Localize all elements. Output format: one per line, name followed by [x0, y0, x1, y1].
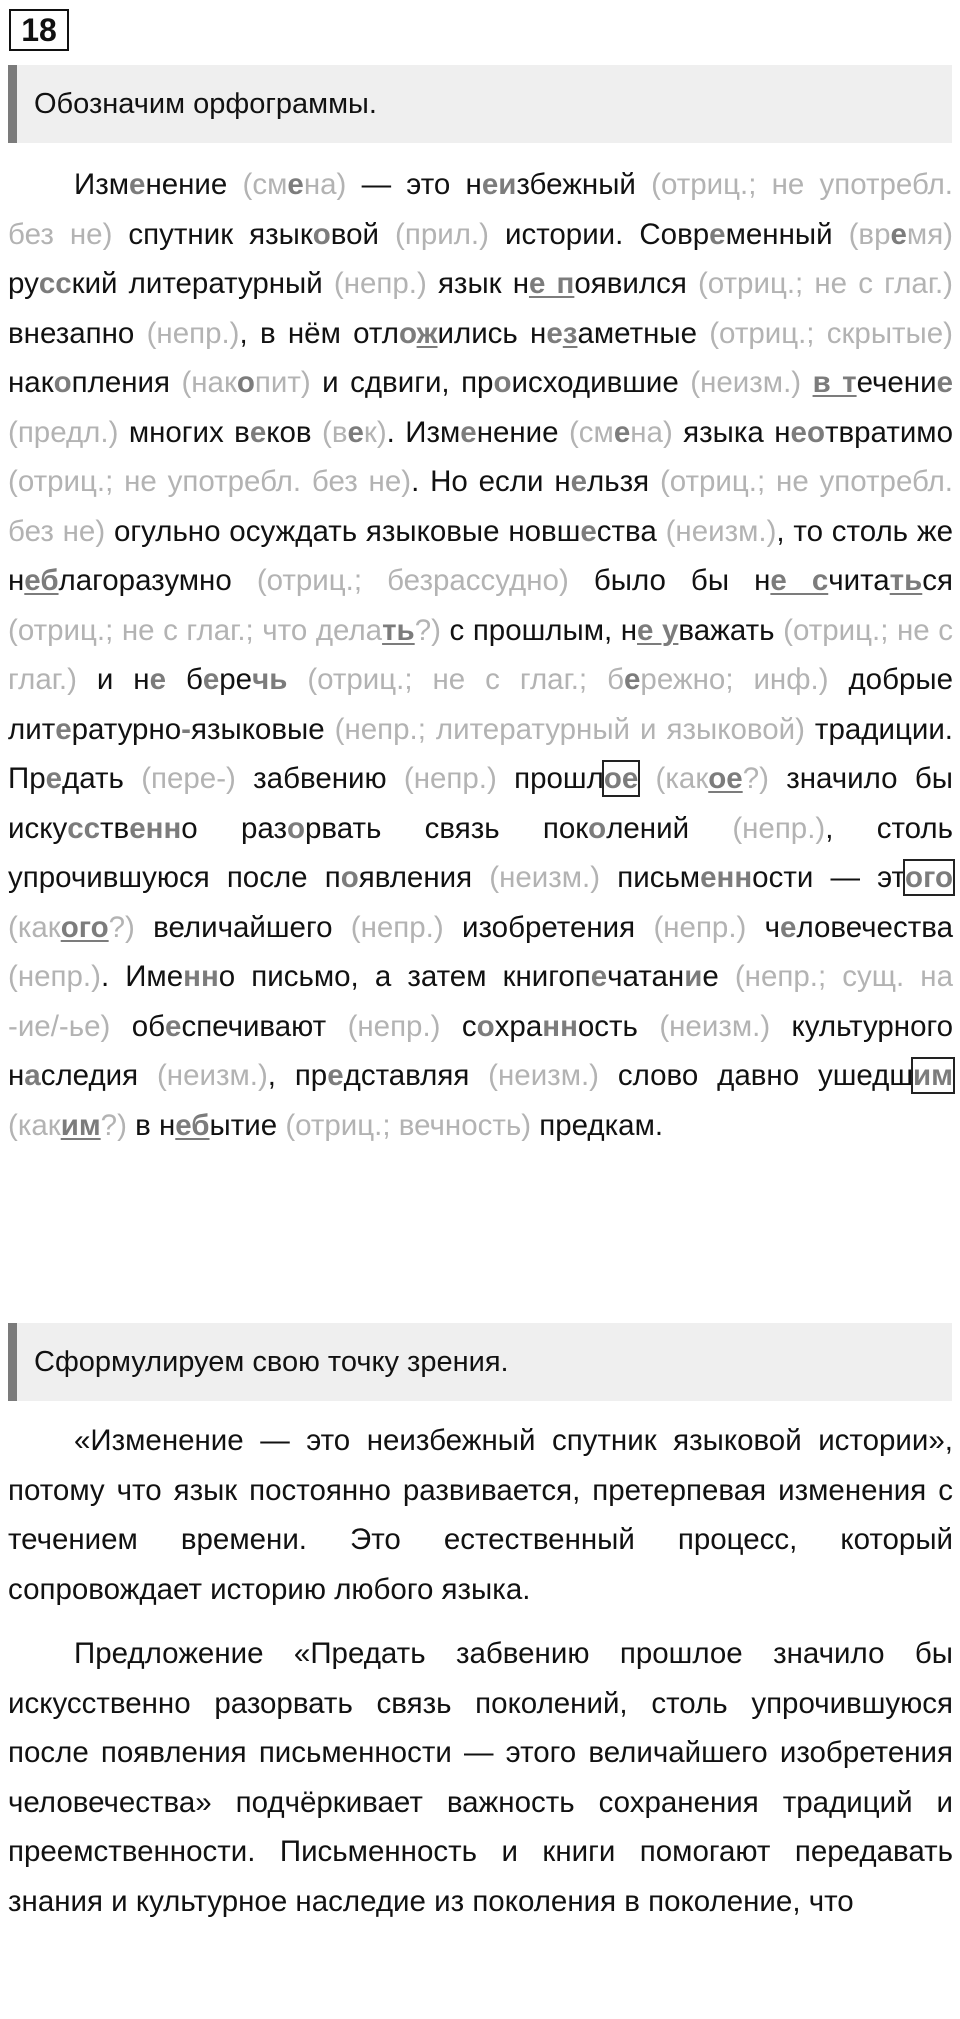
orthogram-fragment: е	[936, 366, 953, 399]
text-fragment: изобретения	[443, 910, 654, 944]
orthogram-fragment: е	[590, 960, 608, 993]
text-fragment: и н	[76, 663, 150, 696]
orthogram-fragment: еб	[175, 1108, 210, 1142]
hint-fragment: ое	[708, 762, 743, 795]
text-fragment: ства	[596, 514, 666, 548]
hint-fragment: (как	[655, 762, 709, 795]
orthogram-fragment: о	[340, 861, 359, 894]
text-fragment: было бы н	[568, 564, 771, 597]
hint-fragment: о	[236, 366, 255, 399]
hint-fragment: ?)	[100, 1108, 127, 1142]
hint-fragment: (отриц.; не с глаг.)	[697, 267, 953, 300]
text-fragment: . Изм	[386, 415, 461, 449]
hint-fragment: (в	[322, 415, 348, 449]
section-header-opinion: Сформулируем свою точку зрения.	[8, 1323, 952, 1401]
hint-fragment: (отриц.; безрассудно)	[256, 564, 569, 597]
text-fragment: менный	[725, 217, 849, 251]
text-fragment: оявился	[574, 267, 698, 300]
text-fragment: следия	[40, 1059, 157, 1092]
orthogram-fragment: е	[249, 415, 267, 449]
text-fragment: традиции. Пр	[8, 712, 953, 795]
orthogram-fragment: ое	[603, 762, 639, 795]
text-fragment: культурного н	[8, 1009, 954, 1092]
hint-fragment: (неизм.)	[488, 1059, 599, 1092]
orthogram-fragment: е п	[528, 267, 575, 300]
hint-fragment: ть	[382, 613, 415, 647]
orthogram-fragment: е	[327, 1059, 344, 1092]
hint-fragment: (см	[242, 168, 288, 201]
hint-fragment: ?)	[742, 762, 769, 795]
orthogram-fragment: ого	[905, 861, 953, 894]
hint-fragment: (непр.; сущ. на -ие/-ье)	[8, 960, 953, 1043]
hint-fragment: (непр.)	[8, 960, 101, 993]
text-fragment: хра	[494, 1009, 543, 1043]
text-fragment: явления	[358, 861, 490, 894]
hint-fragment: к)	[363, 415, 387, 449]
hint-fragment: е	[890, 217, 907, 251]
orthogram-fragment: о	[398, 316, 417, 350]
orthogram-fragment: а	[24, 1059, 41, 1092]
orthogram-fragment: е	[580, 514, 597, 548]
text-fragment: ость	[577, 1009, 660, 1043]
hint-fragment: (отриц.; не употребл. без не)	[8, 168, 953, 251]
orthogram-fragment: е	[460, 415, 477, 449]
text-fragment: многих в	[118, 415, 250, 449]
orthogram-fragment: з	[562, 316, 578, 350]
text-fragment: истории. Совр	[488, 217, 710, 251]
text-fragment: льзя	[587, 465, 660, 498]
text-fragment: — это н	[346, 168, 482, 201]
hint-fragment: (как	[8, 910, 61, 944]
text-fragment: ся	[922, 564, 953, 597]
orthogram-fragment: сс	[38, 267, 72, 300]
orthogram-fragment: о	[588, 811, 607, 845]
text-fragment	[801, 366, 812, 399]
text-fragment: значило бы иску	[8, 762, 953, 845]
hint-fragment: (отриц.; скрытые)	[709, 316, 953, 350]
text-fragment: , то столь же н	[8, 514, 953, 597]
text-fragment: слово давно ушедш	[599, 1059, 914, 1092]
orthogram-fragment: е	[149, 663, 166, 696]
text-fragment	[638, 762, 655, 795]
orthogram-fragment: о	[493, 366, 512, 399]
orthogram-fragment: сс	[67, 811, 101, 845]
orthogram-fragment: о	[286, 811, 305, 845]
text-fragment: ости — эт	[752, 861, 906, 894]
orthogram-fragment: е	[202, 663, 220, 696]
hint-fragment: (отриц.; вечность)	[285, 1108, 532, 1142]
hint-fragment: (отриц.; не с глаг.; что дела	[8, 613, 383, 647]
text-fragment: письм	[600, 861, 701, 894]
text-fragment: нение	[145, 168, 243, 201]
hint-fragment: на)	[303, 168, 347, 201]
text-fragment: о письмо, а затем книгоп	[218, 960, 591, 993]
hint-fragment: ?)	[414, 613, 441, 647]
text-fragment: кий литературный	[71, 267, 334, 300]
orthogram-fragment: и	[684, 960, 703, 993]
text-fragment: языковые	[190, 712, 335, 746]
text-fragment: збежный	[516, 168, 652, 201]
text-fragment: Изм	[74, 168, 130, 201]
text-fragment: и сдвиги, пр	[310, 366, 494, 399]
orthogram-fragment: ж	[416, 316, 438, 350]
text-fragment: величайшего	[134, 910, 351, 944]
opinion-text	[8, 1416, 953, 1926]
hint-fragment: (непр.)	[403, 762, 497, 795]
hint-fragment: (неизм.)	[489, 861, 601, 894]
hint-fragment: (непр.)	[350, 910, 444, 944]
text-fragment: о раз	[181, 811, 287, 845]
orthogram-fragment: нн	[145, 811, 182, 845]
text-fragment: чатан	[607, 960, 685, 993]
orthogram-fragment: -	[181, 712, 191, 746]
orthogram-fragment: е	[780, 910, 797, 944]
orthogram-fragment: е	[55, 712, 72, 746]
text-fragment: в н	[126, 1108, 176, 1142]
hint-fragment: е	[623, 663, 641, 696]
orthogram-fragment: им	[913, 1059, 953, 1092]
text-fragment: , в нём отл	[239, 316, 399, 350]
text-fragment: лагоразумно	[58, 564, 257, 597]
text-fragment: ратурно	[71, 712, 182, 746]
orthogram-fragment: еб	[24, 564, 59, 597]
hint-fragment: (отриц.; не употребл. без не)	[8, 465, 954, 548]
text-fragment: важать	[678, 613, 784, 647]
text-fragment: предкам.	[531, 1108, 664, 1142]
hint-fragment: (непр.)	[347, 1009, 441, 1043]
text-fragment: е	[702, 960, 735, 993]
hint-fragment: (отриц.; не с глаг.; б	[307, 663, 624, 696]
text-fragment: ч	[746, 910, 781, 944]
orthogram-fragment: о	[476, 1009, 495, 1043]
text-fragment: дставляя	[343, 1059, 489, 1092]
hint-fragment: (вр	[848, 217, 891, 251]
text-fragment: аметные	[577, 316, 710, 350]
hint-fragment: (отриц.; не с глаг.)	[8, 613, 953, 696]
text-fragment: лений	[606, 811, 733, 845]
orthogram-fragment: е	[700, 861, 717, 894]
hint-fragment: е	[613, 415, 631, 449]
text-fragment: языка н	[672, 415, 791, 449]
section-header-orthograms: Обозначим орфограммы.	[8, 65, 952, 143]
text-fragment: чита	[828, 564, 890, 597]
orthogram-fragment: нн	[542, 1009, 578, 1043]
hint-fragment: (непр.)	[653, 910, 747, 944]
text-fragment: пления	[71, 366, 182, 399]
text-fragment: спечивают	[181, 1009, 348, 1043]
hint-fragment: (отриц.; не употребл. без не)	[8, 465, 412, 498]
text-fragment: об	[110, 1009, 166, 1043]
hint-fragment: (неизм.)	[659, 1009, 771, 1043]
orthogram-fragment: нн	[183, 960, 219, 993]
hint-fragment: (неизм.)	[690, 366, 802, 399]
text-fragment: забвению	[235, 762, 404, 795]
hint-fragment: (неизм.)	[156, 1059, 268, 1092]
hint-fragment: (непр.; литературный и языковой)	[334, 712, 805, 746]
hint-fragment: (как	[8, 1108, 61, 1142]
opinion-paragraph-2: Предложение «Предать забвению прошлое значило бы искусственно разорвать связь поколений, столь упрочившуюся после появления письменности — этого величайшего изобретения человечества» подчёркивает важность сохранения традиций и преемственности. Письменность и книги помогают передавать знания и культурное наследие из поколения в поколение, что	[8, 1637, 953, 1918]
text-fragment: прошл	[496, 762, 604, 795]
orthogram-fragment: чь	[252, 663, 288, 696]
orthogram-fragment: нн	[716, 861, 753, 894]
opinion-paragraph-1: «Изменение — это неизбежный спутник языковой истории», потому что язык постоянно развивается, претерпевая изменения с течением времени. Это естественный процесс, который сопровождает историю любого языка.	[8, 1424, 953, 1606]
orthogram-fragment: ть	[889, 564, 923, 597]
orthogram-fragment: ео	[790, 415, 825, 449]
text-fragment: ечени	[856, 366, 937, 399]
orthogram-fragment: е	[129, 811, 146, 845]
hint-fragment: е	[347, 415, 364, 449]
orthogram-fragment: е	[570, 465, 588, 498]
text-fragment: с	[440, 1009, 477, 1043]
text-fragment: . Име	[100, 960, 184, 993]
text-fragment: твратимо	[824, 415, 953, 449]
text-fragment: огульно осуждать языковые новш	[105, 514, 581, 548]
task-number-badge: 18	[9, 9, 69, 51]
text-fragment: ытие	[209, 1108, 286, 1142]
orthogram-fragment: в т	[812, 366, 857, 399]
hint-fragment: (неизм.)	[665, 514, 777, 548]
text-fragment: тв	[100, 811, 130, 845]
hint-fragment: ?)	[108, 910, 135, 944]
text-fragment: нак	[8, 366, 54, 399]
hint-fragment: им	[60, 1108, 101, 1142]
text-fragment: ков	[266, 415, 322, 449]
hint-fragment: (нак	[181, 366, 237, 399]
orthogram-fragment: е у	[637, 613, 679, 647]
text-fragment: ились н	[437, 316, 547, 350]
orthogram-fragment: е	[129, 168, 146, 201]
text-fragment: ловечества	[796, 910, 953, 944]
hint-fragment: (см	[568, 415, 614, 449]
text-fragment: ру	[8, 267, 39, 300]
orthogram-fragment: е с	[770, 564, 829, 597]
orthogram-fragment: о	[312, 217, 331, 251]
text-fragment: . Но если н	[411, 465, 571, 498]
hint-fragment: режно; инф.)	[640, 663, 829, 696]
text-fragment: язык н	[426, 267, 529, 300]
orthogram-fragment: е	[45, 762, 63, 795]
text-fragment: рвать связь пок	[305, 811, 589, 845]
hint-fragment: (непр.)	[732, 811, 826, 845]
text-fragment: б	[166, 663, 203, 696]
text-fragment: с прошлым, н	[440, 613, 638, 647]
text-fragment: исходившие	[511, 366, 691, 399]
text-fragment: вой	[330, 217, 396, 251]
orthogram-fragment: о	[53, 366, 72, 399]
text-fragment: внезапно	[8, 316, 147, 350]
hint-fragment: мя)	[906, 217, 953, 251]
text-fragment	[287, 663, 307, 696]
hint-fragment: (непр.)	[146, 316, 240, 350]
orthogram-fragment: е	[546, 316, 563, 350]
hint-fragment: (предл.)	[8, 415, 119, 449]
text-fragment: спутник язык	[112, 217, 313, 251]
orthogram-analysis-text	[8, 160, 953, 1150]
text-fragment: дать	[62, 762, 142, 795]
hint-fragment: ого	[60, 910, 109, 944]
text-fragment: , пр	[267, 1059, 328, 1092]
hint-fragment: пит)	[254, 366, 311, 399]
hint-fragment: (непр.)	[333, 267, 427, 300]
hint-fragment: на)	[630, 415, 673, 449]
text-fragment: добрые лит	[8, 663, 954, 746]
orthogram-fragment: е	[165, 1009, 182, 1043]
hint-fragment: (пере-)	[141, 762, 236, 795]
orthogram-fragment: е	[709, 217, 726, 251]
text-fragment: , столь упрочившуюся после п	[8, 811, 953, 894]
orthogram-fragment: еи	[481, 168, 517, 201]
text-fragment: нение	[476, 415, 569, 449]
text-fragment: ре	[219, 663, 253, 696]
hint-fragment: е	[287, 168, 304, 201]
hint-fragment: (прил.)	[395, 217, 489, 251]
